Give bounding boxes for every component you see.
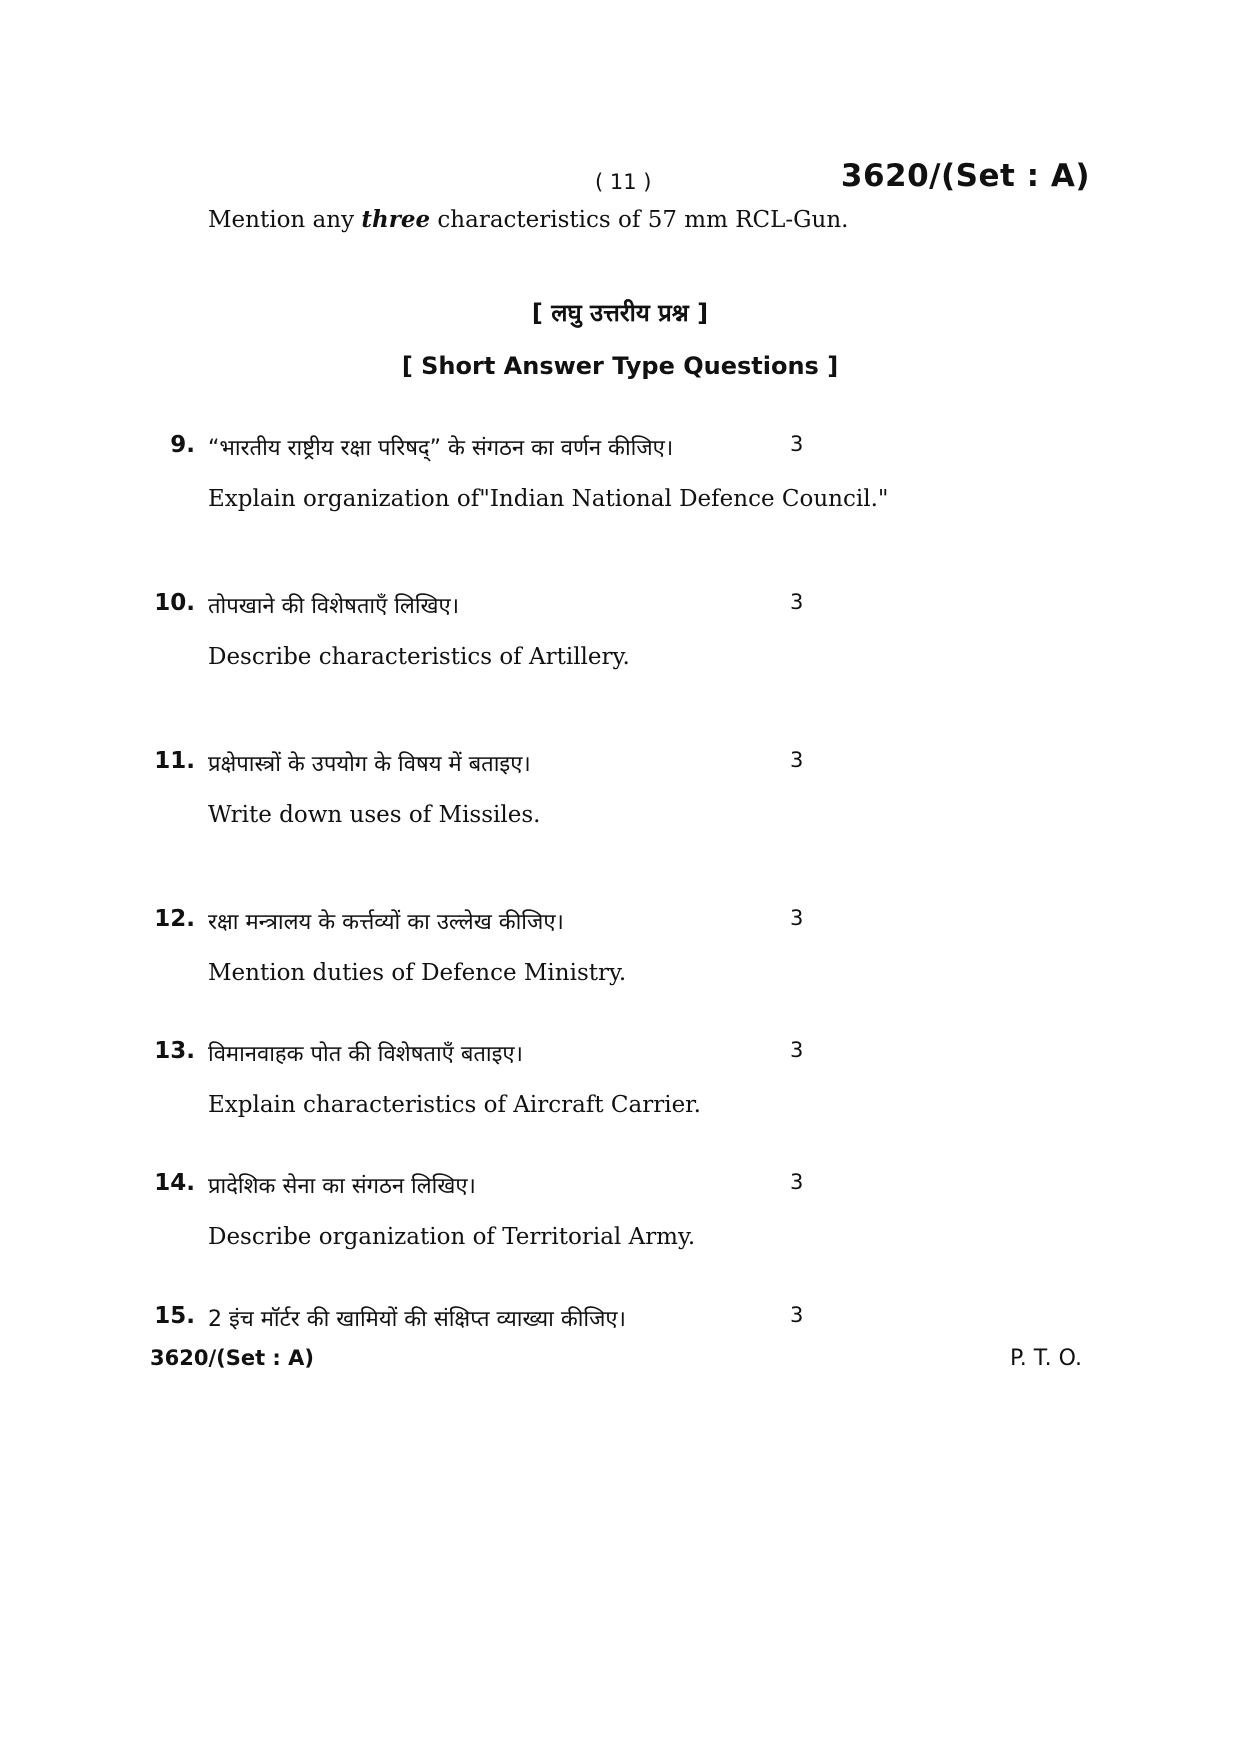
pto-label: P. T. O. <box>1009 1346 1082 1371</box>
intro-question <box>208 206 848 233</box>
page-number: ( 11 ) <box>595 170 652 194</box>
question-number: 11. <box>154 748 195 774</box>
question-number: 9. <box>170 432 195 458</box>
question-text-english: Write down uses of Missiles. <box>208 802 541 828</box>
paper-code-footer: 3620/(Set : A) <box>150 1346 314 1370</box>
question-text-english: Mention duties of Defence Ministry. <box>208 960 627 986</box>
question-text-english: Explain organization of"Indian National Defence Council." <box>208 486 889 512</box>
section-title-english: [ Short Answer Type Questions ] <box>401 352 839 380</box>
question-text-hindi: तोपखाने की विशेषताएँ लिखिए। <box>208 594 460 619</box>
question-text-hindi: 2 इंच मॉर्टर की खामियों की संक्षिप्त व्याख्या कीजिए। <box>208 1307 626 1332</box>
question-marks: 3 <box>790 1170 804 1194</box>
intro-text-pre: Mention any <box>208 207 362 233</box>
question-marks: 3 <box>790 906 804 930</box>
question-number: 15. <box>154 1303 195 1329</box>
intro-emphasis: three <box>361 206 431 233</box>
question-marks: 3 <box>790 748 804 772</box>
question-number: 14. <box>154 1170 195 1196</box>
question-text-hindi: प्रादेशिक सेना का संगठन लिखिए। <box>208 1174 476 1199</box>
section-title-hindi: [ लघु उत्तरीय प्रश्न ] <box>531 299 709 327</box>
question-marks: 3 <box>790 432 804 456</box>
question-number: 10. <box>154 590 195 616</box>
paper-code-header: 3620/(Set : A) <box>840 158 1090 194</box>
question-text-english: Describe organization of Territorial Army. <box>208 1224 696 1250</box>
question-marks: 3 <box>790 1303 804 1327</box>
question-text-hindi: विमानवाहक पोत की विशेषताएँ बताइए। <box>208 1042 523 1067</box>
question-text-hindi: रक्षा मन्त्रालय के कर्त्तव्यों का उल्लेख कीजिए। <box>208 910 564 935</box>
question-number: 13. <box>154 1038 195 1064</box>
question-number: 12. <box>154 906 195 932</box>
intro-text-post: characteristics of 57 mm RCL-Gun. <box>430 207 849 233</box>
question-marks: 3 <box>790 1038 804 1062</box>
question-marks: 3 <box>790 590 804 614</box>
question-text-hindi: प्रक्षेपास्त्रों के उपयोग के विषय में बताइए। <box>208 752 531 777</box>
question-text-hindi: “भारतीय राष्ट्रीय रक्षा परिषद्” के संगठन का वर्णन कीजिए। <box>208 436 674 461</box>
question-text-english: Explain characteristics of Aircraft Carrier. <box>208 1092 701 1118</box>
question-text-english: Describe characteristics of Artillery. <box>208 644 630 670</box>
